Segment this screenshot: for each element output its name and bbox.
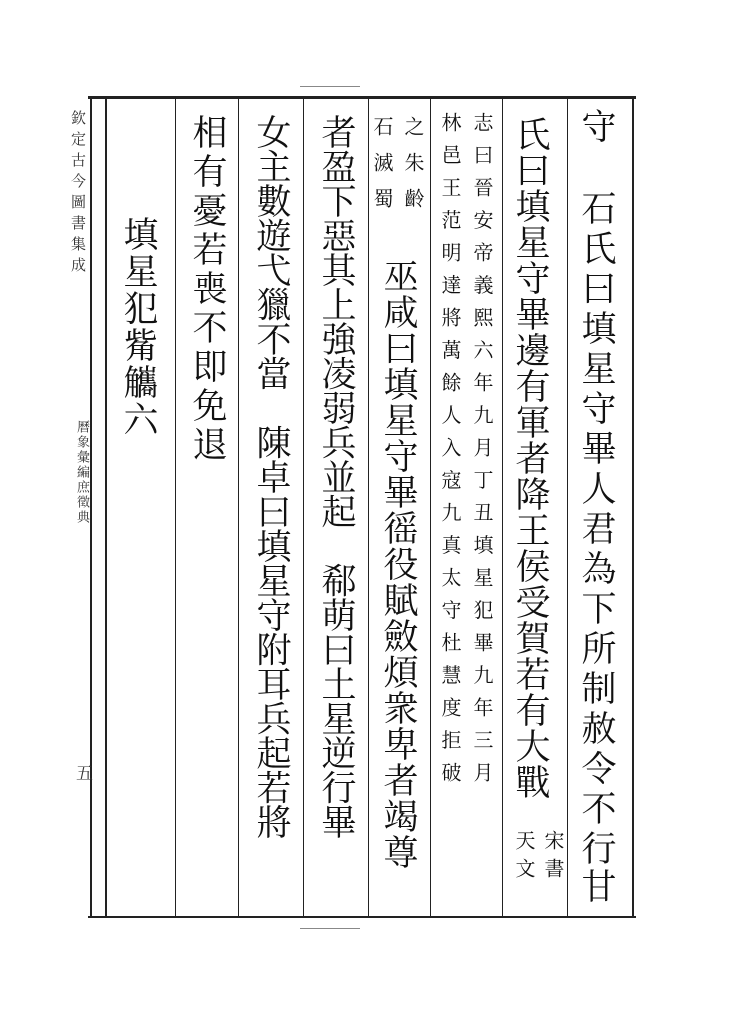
scan-mark	[300, 928, 360, 929]
column-2-note-c: 書	[541, 858, 565, 886]
column-4-text: 巫咸曰填星守畢徭役賦斂煩衆卑者竭尊	[378, 258, 418, 870]
column-divider	[502, 99, 503, 916]
column-2-note-b: 天	[512, 830, 536, 858]
column-3-line-b: 林邑王范明達將萬餘人入寇九真太守杜慧度拒破	[438, 112, 462, 795]
column-1-end: 甘	[576, 868, 616, 905]
top-border	[88, 96, 636, 99]
scan-mark	[300, 86, 360, 87]
column-divider	[368, 99, 369, 916]
column-6-text: 女主數遊弋獵不當 陳卓曰填星守附耳兵起若將	[251, 114, 291, 839]
right-border	[632, 96, 634, 918]
page-number: 五	[72, 764, 92, 781]
column-8-heading: 填星犯觜觿六	[118, 216, 158, 438]
column-3-line-a: 志曰晉安帝義熙六年九月丁丑填星犯畢九年三月	[470, 112, 494, 795]
column-5-text: 者盈下惡其上強凌弱兵並起 郗萌曰土星逆行畢	[316, 114, 356, 839]
column-divider	[303, 99, 304, 916]
running-title: 欽定古今圖書集成	[69, 110, 87, 278]
bottom-border	[88, 916, 636, 918]
book-name: 曆象彙編庶徵典	[74, 420, 89, 525]
column-2-note-d: 文	[512, 858, 536, 886]
column-1-top: 守	[576, 108, 616, 145]
column-2-text: 氏曰填星守畢邊有軍者降王侯受賀若有大戰	[510, 116, 550, 800]
column-divider	[567, 99, 568, 916]
column-2-note-a: 宋	[541, 830, 565, 858]
column-1-text: 石氏曰填星守畢人君為下所制赦令不行	[576, 190, 616, 870]
column-4-note-a: 之朱齡	[401, 116, 425, 224]
column-divider	[430, 99, 431, 916]
left-border	[105, 96, 107, 918]
column-7-text: 相有憂若喪不即免退	[187, 114, 227, 465]
column-divider	[175, 99, 176, 916]
column-4-note-b: 石滅蜀	[370, 116, 394, 224]
column-divider	[238, 99, 239, 916]
